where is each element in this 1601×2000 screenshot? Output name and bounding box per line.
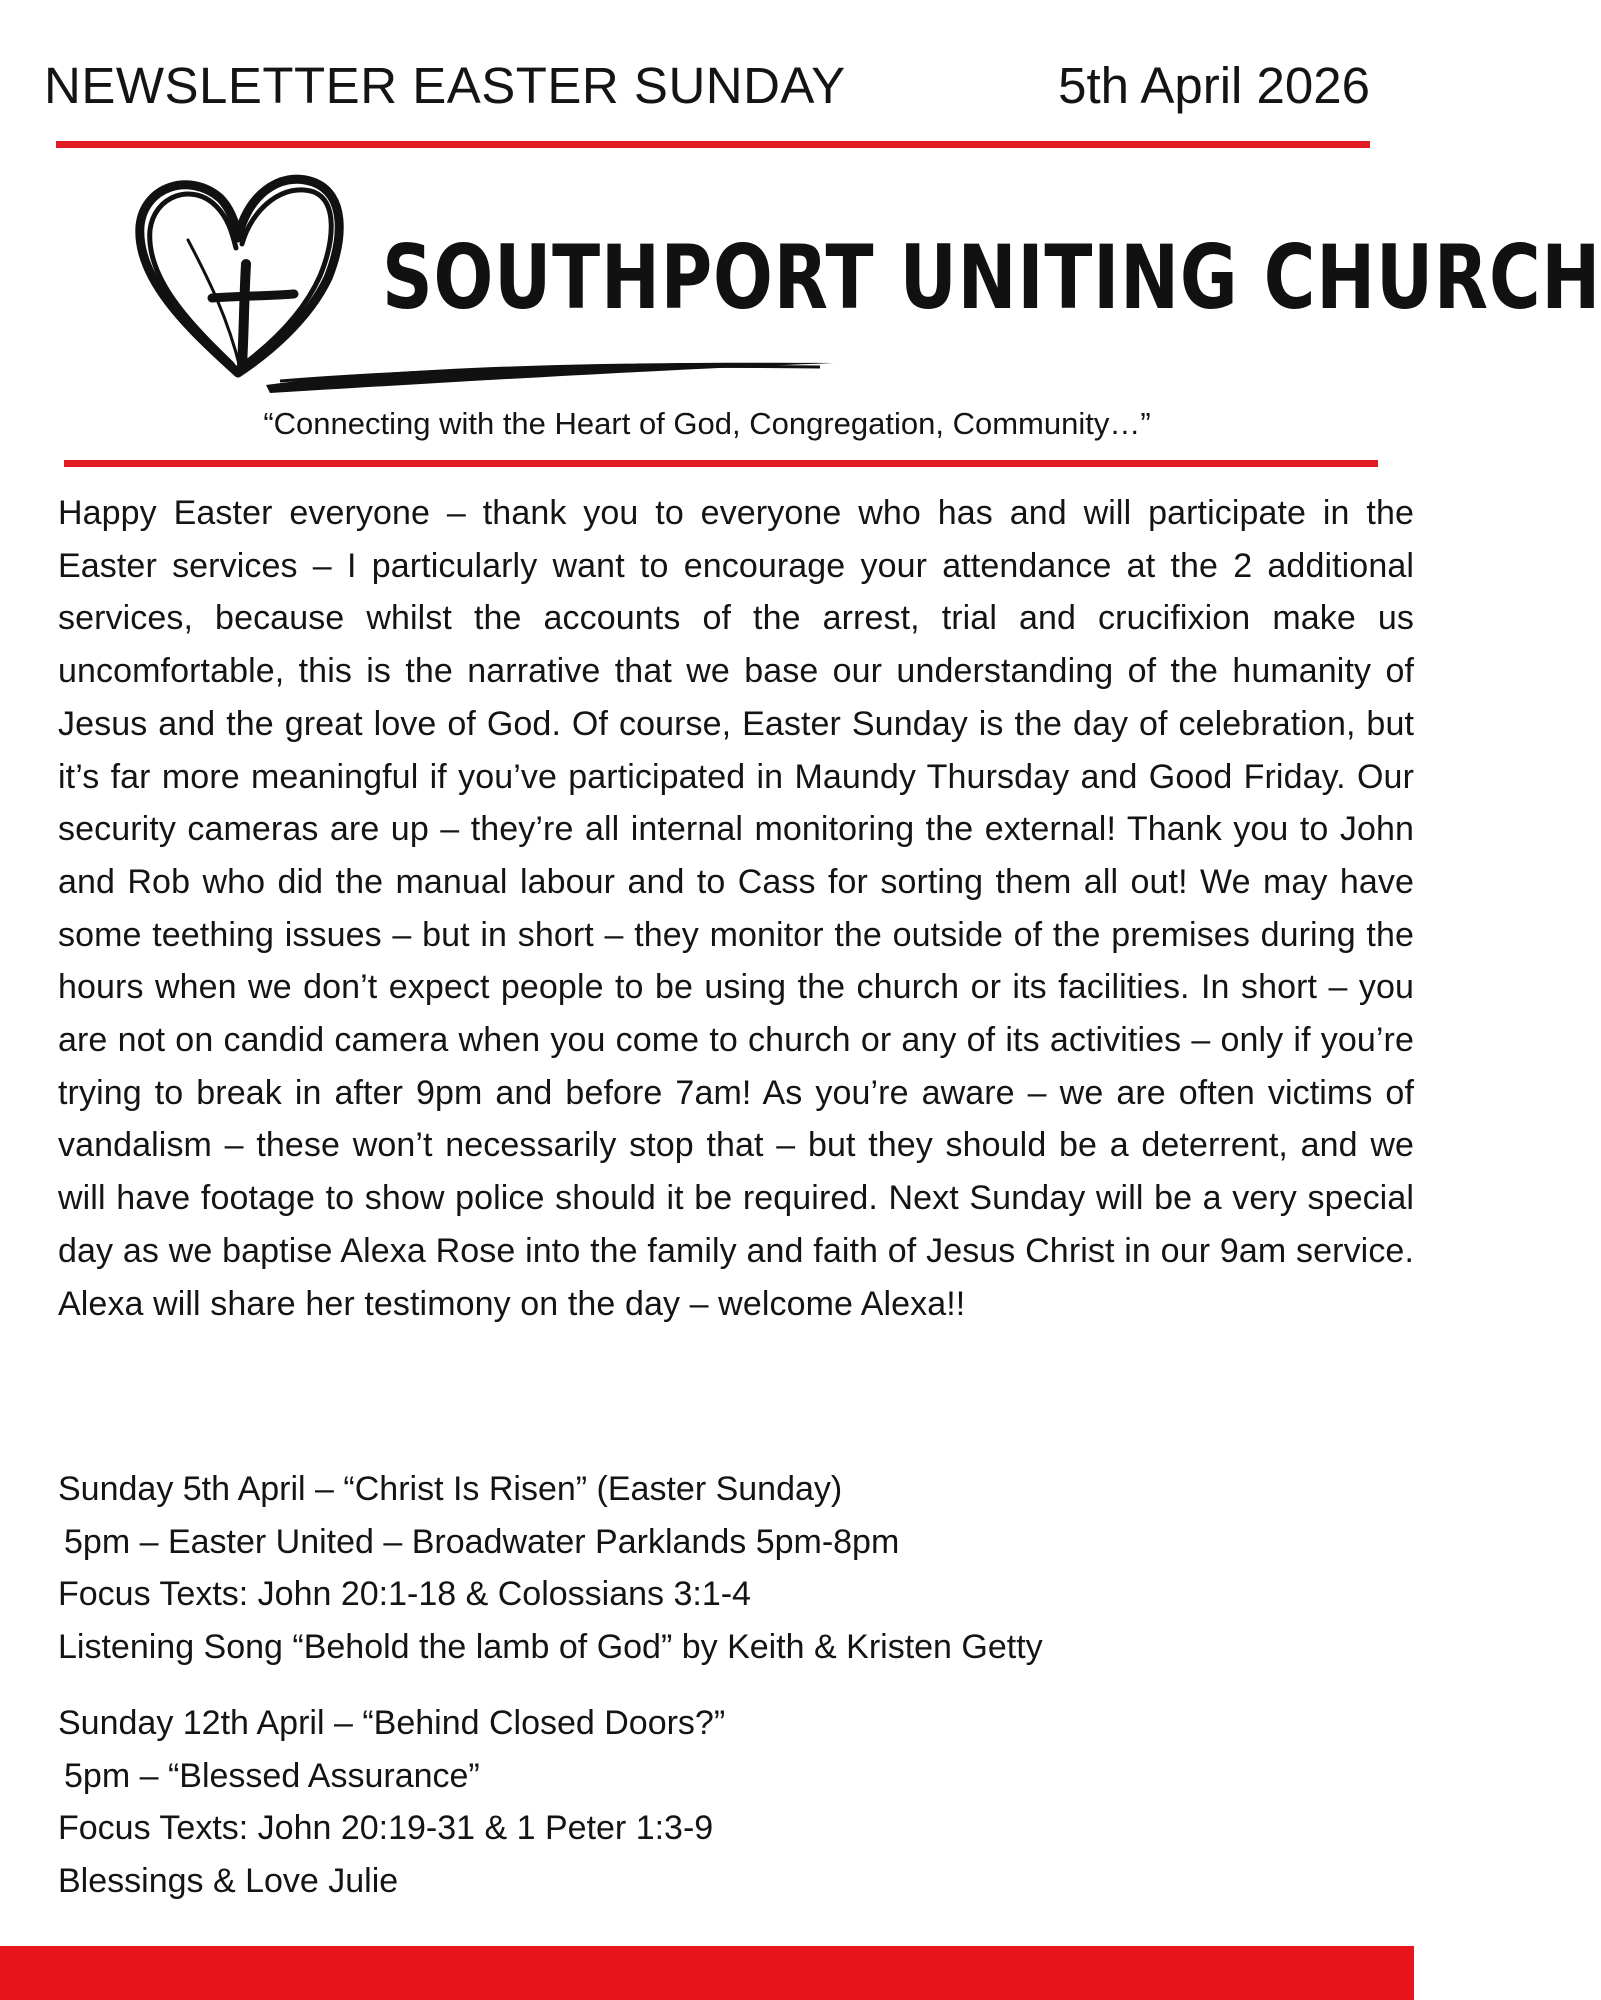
signoff: Blessings & Love Julie [58, 1862, 399, 1901]
service-focus-texts: Focus Texts: John 20:19-31 & 1 Peter 1:3-9 [58, 1809, 714, 1848]
service-time: 5pm – “Blessed Assurance” [64, 1756, 480, 1795]
church-name: SOUTHPORT UNITING CHURCH [382, 226, 1601, 329]
church-tagline: “Connecting with the Heart of God, Congregation, Community…” [263, 406, 1151, 441]
top-divider [56, 141, 1370, 148]
service-time: 5pm – Easter United – Broadwater Parklands 5pm-8pm [64, 1522, 900, 1561]
footer-bar [0, 1946, 1414, 2000]
service-heading: Sunday 5th April – “Christ Is Risen” (Easter Sunday) [58, 1470, 843, 1508]
service-easter-sunday [58, 1463, 1358, 1674]
service-focus-texts: Focus Texts: John 20:1-18 & Colossians 3:1-4 [58, 1575, 751, 1614]
service-next-sunday [58, 1697, 1358, 1908]
service-heading: Sunday 12th April – “Behind Closed Doors?” [58, 1704, 726, 1742]
newsletter-body: Happy Easter everyone – thank you to everyone who has and will participate in the Easter services – I particularly want to encourage your attendance at the 2 additional services, because whilst the accounts of the arrest, trial and crucifixion make us uncomfortable, this is the narrative that we base our understanding of the humanity of Jesus and the great love of God. Of course, Easter Sunday is the day of celebration, but it’s far more meaningful if you’ve participated in Maundy Thursday and Good Friday. Our security cameras are up – they’re all internal monitoring the external! Thank you to John and Rob who did the manual labour and to Cass for sorting them all out! We may have some teething issues – but in short – they monitor the outside of the premises during the hours when we don’t expect people to be using the church or its facilities. In short – you are not on candid camera when you come to church or any of its activities – only if you’re trying to break in after 9pm and before 7am! As you’re aware – we are often victims of vandalism – these won’t necessarily stop that – but they should be a deterrent, and we will have footage to show police should it be required. Next Sunday will be a very special day as we baptise Alexa Rose into the family and faith of Jesus Christ in our 9am service. Alexa will share her testimony on the day – welcome Alexa!! [58, 494, 1414, 1323]
newsletter-header [44, 56, 1370, 116]
middle-divider [64, 460, 1378, 467]
newsletter-date: 5th April 2026 [1058, 57, 1370, 114]
service-listening-song: Listening Song “Behold the lamb of God” by Keith & Kristen Getty [58, 1628, 1043, 1667]
brush-swoosh [260, 355, 840, 395]
newsletter-title: NEWSLETTER EASTER SUNDAY [44, 57, 846, 114]
